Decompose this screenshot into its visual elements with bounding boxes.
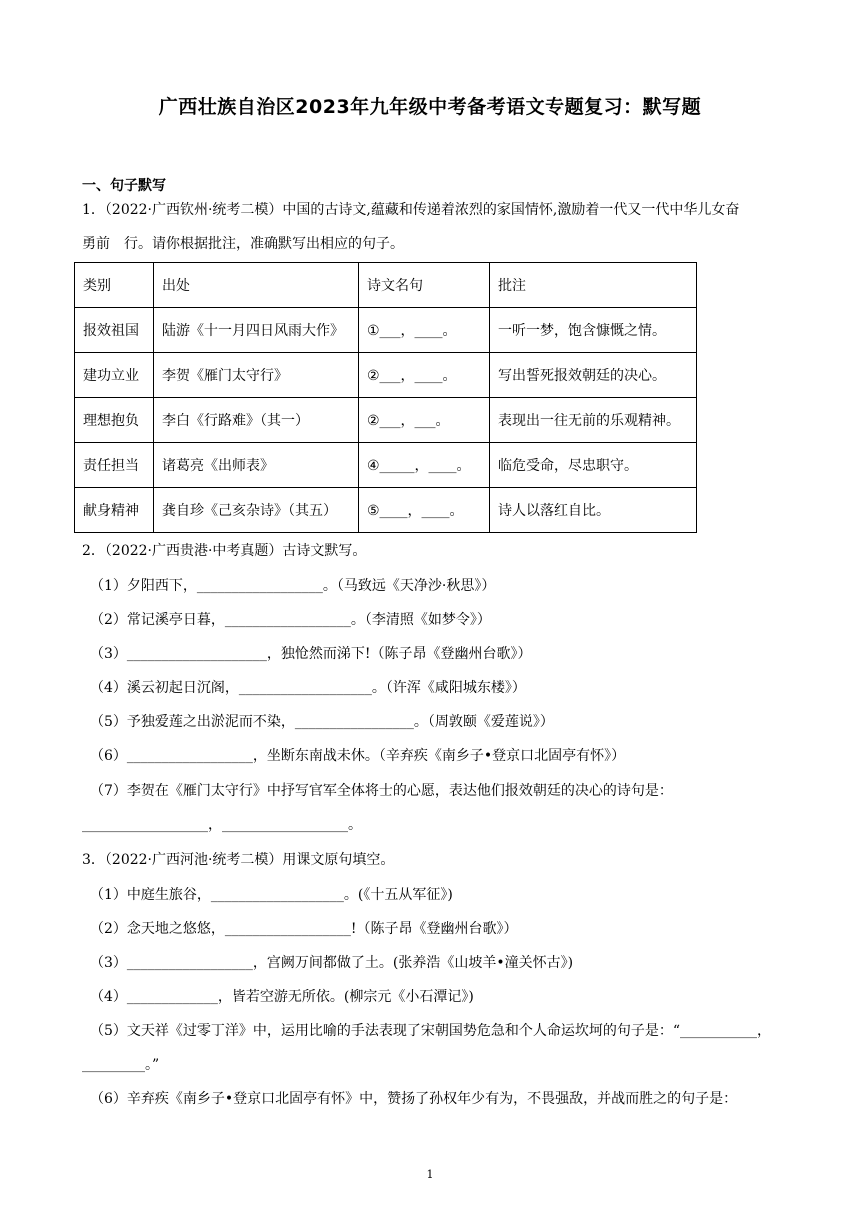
question-2-item: __________________，__________________。 [82,817,362,833]
question-3-head: 3．（2022·广西河池·统考二模）用课文原句填空。 [82,852,395,868]
table-cell: 理想抱负 [75,398,154,443]
question-2-item: （1）夕阳西下，__________________。（马致远《天净沙·秋思》） [90,578,496,594]
table-header-cell: 出处 [154,263,359,308]
table-header-row [75,263,697,308]
question-2-item: （5）予独爱莲之出淤泥而不染，_________________。（周敦颐《爱莲说》） [90,714,554,730]
table-cell: 报效祖国 [75,308,154,353]
question-2-item: （2）常记溪亭日暮，__________________。（李清照《如梦令》） [90,612,491,628]
table-cell: ④_____，____。 [359,443,490,488]
question-1-table [74,262,697,533]
table-row [75,488,697,533]
table-cell: 龚自珍《己亥杂诗》（其五） [154,488,359,533]
table-header-cell: 批注 [490,263,697,308]
question-3-item: （6）辛弃疾《南乡子•登京口北固亭有怀》中，赞扬了孙权年少有为，不畏强敌，并战而胜之的句子是： [90,1091,738,1107]
table-cell: 李贺《雁门太守行》 [154,353,359,398]
question-2-item: （6）__________________，坐断东南战未休。（辛弃疾《南乡子•登京口北固亭有怀》） [90,748,626,764]
table-cell: 责任担当 [75,443,154,488]
table-header-cell: 类别 [75,263,154,308]
table-cell: 李白《行路难》（其一） [154,398,359,443]
question-1-line-2: 勇前 行。请你根据批注，准确默写出相应的句子。 [82,236,404,252]
question-3-item: _________。” [82,1057,160,1073]
table-cell: 陆游《十一月四日风雨大作》 [154,308,359,353]
table-header-cell: 诗文名句 [359,263,490,308]
question-2-item: （4）溪云初起日沉阁，___________________。（许浑《咸阳城东楼》） [90,680,526,696]
table-row [75,308,697,353]
question-3-item: （1）中庭生旅谷，___________________。(《十五从军征》) [90,887,453,903]
table-cell: 诸葛亮《出师表》 [154,443,359,488]
question-2-head: 2．（2022·广西贵港·中考真题）古诗文默写。 [82,543,367,559]
question-3-item: （2）念天地之悠悠，__________________!（陈子昂《登幽州台歌》） [90,921,518,937]
table-cell: ②___，___。 [359,398,490,443]
table-cell: ①___，____。 [359,308,490,353]
table-cell: 表现出一往无前的乐观精神。 [490,398,697,443]
table-cell: 写出誓死报效朝廷的决心。 [490,353,697,398]
section-heading: 一、句子默写 [82,178,166,194]
table-cell: 建功立业 [75,353,154,398]
question-3-item: （5）文天祥《过零丁洋》中，运用比喻的手法表现了宋朝国势危急和个人命运坎坷的句子是：“___________， [90,1023,772,1039]
table-row [75,353,697,398]
question-3-item: （3）__________________，宫阙万间都做了土。(张养浩《山坡羊•潼关怀古》) [90,955,574,971]
question-2-item: （3）____________________，独怆然而涕下!（陈子昂《登幽州台歌》） [90,646,532,662]
table-cell: ⑤____，____。 [359,488,490,533]
question-1-line-1: 1．（2022·广西钦州·统考二模）中国的古诗文,蕴藏和传递着浓烈的家国情怀,激励着一代又一代中华儿女奋 [82,202,740,218]
table-cell: ②___，____。 [359,353,490,398]
table-cell: 诗人以落红自比。 [490,488,697,533]
table-row [75,398,697,443]
table-cell: 献身精神 [75,488,154,533]
table-cell: 临危受命，尽忠职守。 [490,443,697,488]
table-cell: 一听一梦，饱含慷慨之情。 [490,308,697,353]
page-number: 1 [426,1168,434,1181]
table-row [75,443,697,488]
question-3-item: （4）_____________，皆若空游无所依。(柳宗元《小石潭记》) [90,989,474,1005]
page-title: 广西壮族自治区2023年九年级中考备考语文专题复习：默写题 [158,96,702,118]
question-2-item: （7）李贺在《雁门太守行》中抒写官军全体将士的心愿，表达他们报效朝廷的决心的诗句是： [90,783,673,799]
